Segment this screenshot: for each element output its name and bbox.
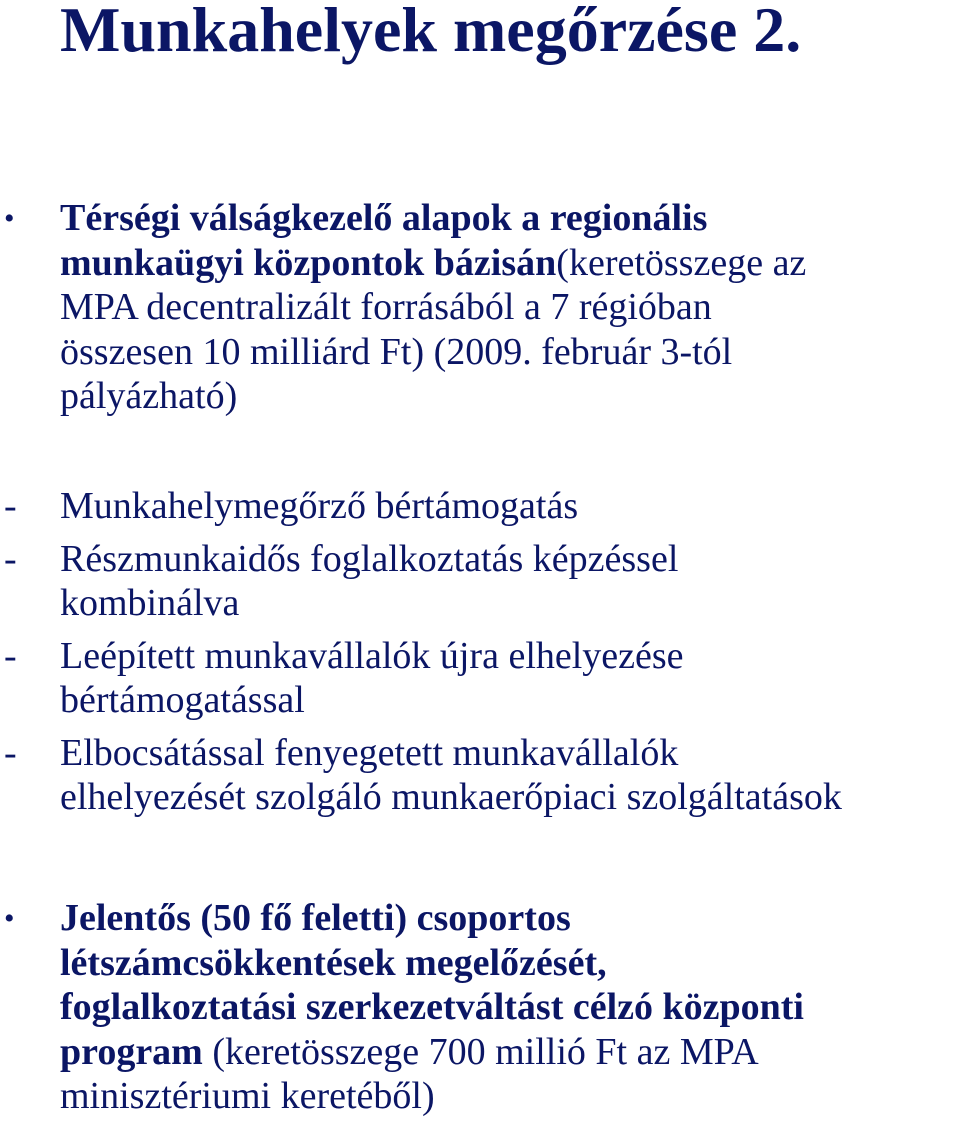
bullet1-line1: Térségi válságkezelő alapok a regionális	[60, 197, 708, 239]
bullet1-line4: összesen 10 milliárd Ft) (2009. február 3-tól	[60, 330, 733, 373]
list-item-reemployment	[0, 634, 960, 723]
bullet2-line1: Jelentős (50 fő feletti) csoportos	[60, 897, 571, 939]
bullet2-line4-normal: (keretösszege 700 millió Ft az MPA	[202, 1030, 759, 1073]
bullet-text	[60, 896, 960, 1119]
dash-marker: -	[4, 485, 17, 527]
bullet1-line2-normal: (keretösszege az	[556, 241, 807, 284]
sub-measures-list	[0, 484, 960, 828]
bullet1-line2-bold: munkaügyi központok bázisán	[60, 241, 557, 284]
list-item-line: Leépített munkavállalók újra elhelyezése	[60, 634, 684, 677]
list-item-line: elhelyezését szolgáló munkaerőpiaci szolgáltatások	[60, 776, 842, 818]
bullet-text	[60, 196, 960, 419]
bullet2-line5: minisztériumi keretéből)	[60, 1075, 435, 1117]
list-item-line: bértámogatással	[60, 679, 305, 721]
list-item-labor-services	[0, 731, 960, 820]
bullet2-line3: foglalkoztatási szerkezetváltást célzó központi	[60, 986, 804, 1028]
list-item-line: kombinálva	[60, 582, 240, 624]
dash-marker: -	[4, 634, 17, 677]
bullet1-line2	[60, 241, 960, 286]
bullet2-line4-bold: program	[60, 1030, 203, 1073]
slide-title: Munkahelyek megőrzése 2.	[60, 0, 802, 65]
dash-marker: -	[4, 731, 17, 774]
list-item-line: Részmunkaidős foglalkoztatás képzéssel	[60, 537, 679, 580]
bullet2-line4	[60, 1030, 960, 1075]
bullet1-line5: pályázható)	[60, 375, 238, 417]
bullet-point-icon: •	[4, 902, 15, 935]
list-item-part-time	[0, 537, 960, 626]
list-item-line: Munkahelymegőrző bértámogatás	[60, 485, 579, 527]
bullet2-line2: létszámcsökkentések megelőzését,	[60, 941, 607, 984]
list-item-wage-subsidy	[0, 484, 960, 529]
bullet1-line3: MPA decentralizált forrásából a 7 régióban	[60, 286, 712, 328]
bullet-point-icon: •	[4, 202, 15, 235]
dash-marker: -	[4, 537, 17, 580]
list-item-line: Elbocsátással fenyegetett munkavállalók	[60, 731, 679, 774]
